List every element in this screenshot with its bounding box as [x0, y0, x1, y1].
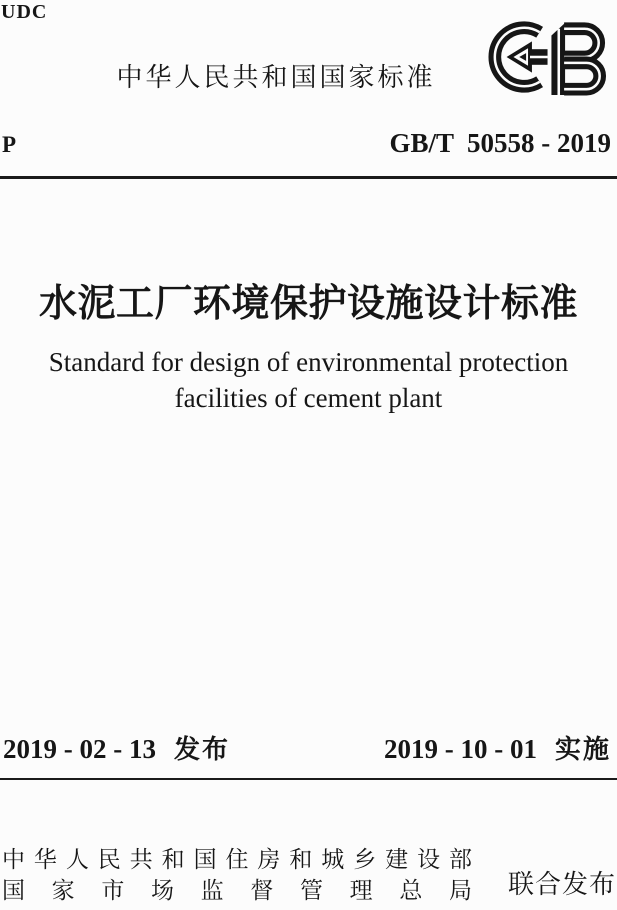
udc-label: UDC: [1, 1, 48, 23]
joint-publish-label: 联合发布: [508, 870, 617, 900]
publisher-line2: 国家市场监督管理总局: [2, 878, 472, 904]
code-row: [2, 128, 611, 159]
publishers-block: [2, 845, 472, 907]
standard-code: GB/T 50558 - 2019: [389, 128, 611, 158]
title-chinese: 水泥工厂环境保护设施设计标准: [38, 283, 578, 325]
gb-logo-text: [486, 96, 487, 97]
dates-row: [3, 729, 611, 766]
implement-date: 2019 - 10 - 01: [384, 734, 537, 764]
issue-date-item: [3, 729, 230, 766]
title-english-line1: Standard for design of environmental protection: [48, 347, 569, 377]
p-classification-label: P: [2, 132, 17, 157]
issue-label: 发布: [173, 735, 230, 765]
bottom-divider: [0, 778, 617, 780]
title-english: [0, 344, 617, 416]
gb-logo: [486, 18, 612, 96]
title-english-line2: facilities of cement plant: [174, 383, 443, 413]
implement-label: 实施: [554, 735, 611, 765]
gb-logo-graphic: [486, 18, 612, 96]
publisher-line1: 中华人民共和国住房和城乡建设部: [2, 847, 472, 873]
national-standard-heading: 中华人民共和国国家标准: [116, 63, 436, 93]
issue-date: 2019 - 02 - 13: [3, 734, 156, 764]
top-divider: [0, 176, 617, 179]
implement-date-item: [384, 729, 611, 766]
